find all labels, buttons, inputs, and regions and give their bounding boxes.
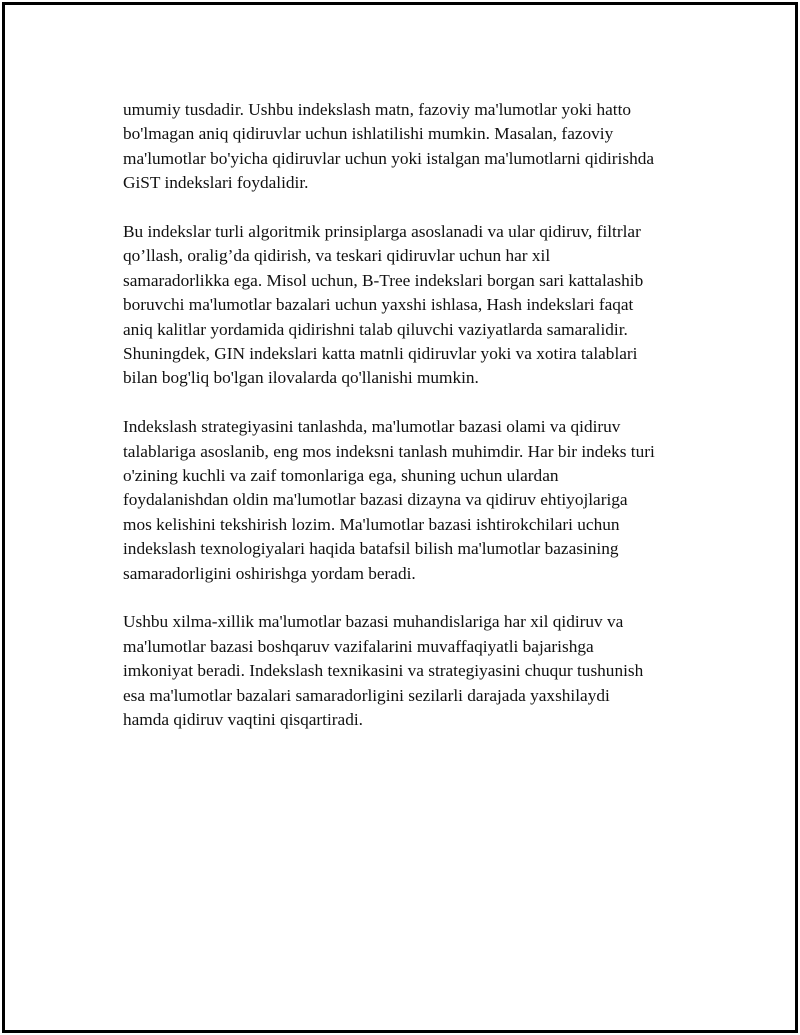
page-frame [2,2,798,1033]
text-line: esa ma'lumotlar bazalari samaradorligini sezilarli darajada yaxshilaydi [123,685,610,705]
text-line: samaradorlikka ega. Misol uchun, B-Tree indekslari borgan sari kattalashib [123,270,644,290]
text-line: boruvchi ma'lumotlar bazalari uchun yaxshi ishlasa, Hash indekslari faqat [123,295,634,315]
text-line: umumiy tusdadir. Ushbu indekslash matn, fazoviy ma'lumotlar yoki hatto [123,100,632,119]
text-line: Bu indekslar turli algoritmik prinsiplarga asoslanadi va ular qidiruv, filtrlar [123,222,641,242]
paragraph-4 [123,610,723,732]
text-line: foydalanishdan oldin ma'lumotlar bazasi dizayna va qidiruv ehtiyojlariga [123,490,628,510]
text-line: GiST indekslari foydalidir. [123,173,309,193]
text-line: talablariga asoslanib, eng mos indeksni tanlash muhimdir. Har bir indeks turi [123,441,655,461]
text-line: indekslash texnologiyalari haqida batafsil bilish ma'lumotlar bazasining [123,539,619,559]
text-line: bo'lmagan aniq qidiruvlar uchun ishlatilishi mumkin. Masalan, fazoviy [123,124,614,144]
document-body [123,98,723,757]
text-line: Indekslash strategiyasini tanlashda, ma'lumotlar bazasi olami va qidiruv [123,417,621,437]
text-line: ma'lumotlar bazasi boshqaruv vazifalarini muvaffaqiyatli bajarishga [123,636,594,656]
text-line: o'zining kuchli va zaif tomonlariga ega, shuning uchun ulardan [123,466,559,486]
text-line: Ushbu xilma-xillik ma'lumotlar bazasi muhandislariga har xil qidiruv va [123,612,624,632]
paragraph-1 [123,98,723,196]
text-line: Shuningdek, GIN indekslari katta matnli qidiruvlar yoki va xotira talablari [123,344,638,364]
text-line: aniq kalitlar yordamida qidirishni talab qiluvchi vaziyatlarda samaralidir. [123,319,628,339]
paragraph-2 [123,220,723,391]
text-line: mos kelishini tekshirish lozim. Ma'lumotlar bazasi ishtirokchilari uchun [123,514,620,534]
text-line: qo’llash, oralig’da qidirish, va teskari qidiruvlar uchun har xil [123,246,551,266]
paragraph-3 [123,415,723,586]
text-line: hamda qidiruv vaqtini qisqartiradi. [123,710,363,730]
text-line: imkoniyat beradi. Indekslash texnikasini va strategiyasini chuqur tushunish [123,661,644,681]
text-line: samaradorligini oshirishga yordam beradi. [123,563,416,583]
text-line: ma'lumotlar bo'yicha qidiruvlar uchun yoki istalgan ma'lumotlarni qidirishda [123,148,655,168]
text-line: bilan bog'liq bo'lgan ilovalarda qo'llanishi mumkin. [123,368,479,388]
